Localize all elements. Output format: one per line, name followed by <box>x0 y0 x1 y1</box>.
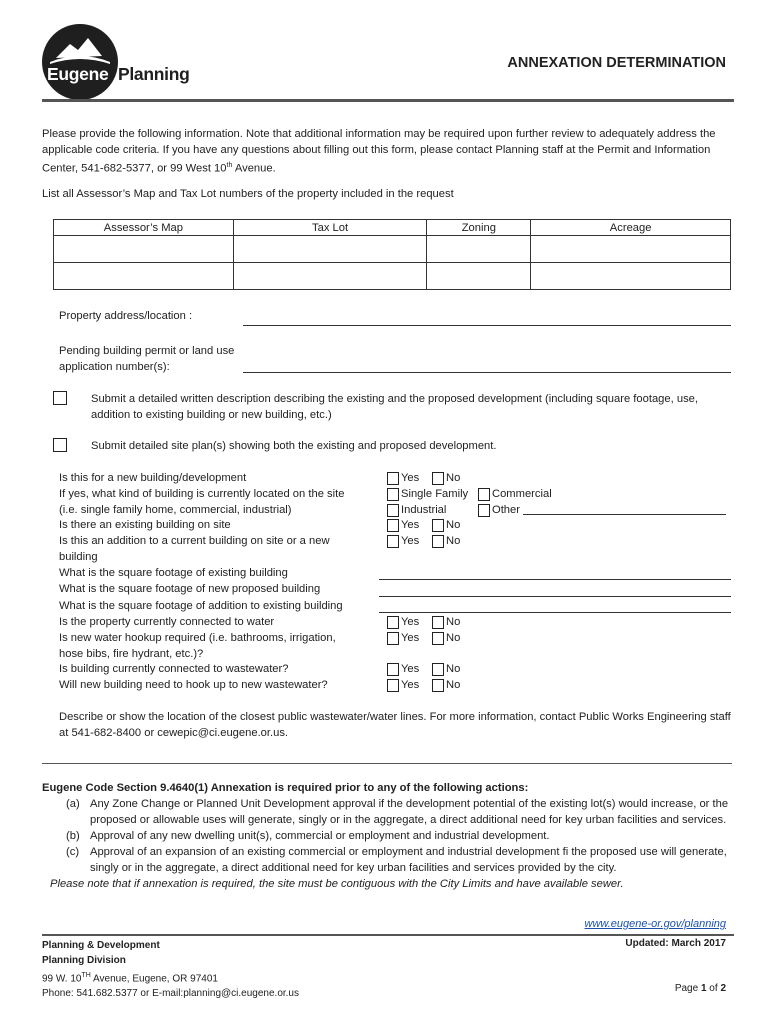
logo-text-planning: Planning <box>118 64 190 84</box>
question-building-type-hint: (i.e. single family home, commercial, industrial) <box>59 504 292 516</box>
footer-address <box>42 968 299 986</box>
table-cell-input[interactable] <box>427 263 531 290</box>
intro-text: Please provide the following information. Note that additional information may be required upon further review to adequately address the applicable code criteria. If you have any questions about filling out this form, please contact Planning staff at the Permit and Information Center, 541-682-5377, or 99 West 10 <box>42 128 716 175</box>
table-cell-input[interactable] <box>233 236 427 263</box>
water-connected-yes-checkbox[interactable] <box>387 616 399 629</box>
option-yes: Yes <box>401 535 420 547</box>
planning-website-link[interactable]: www.eugene-or.gov/planning <box>584 918 726 930</box>
footer-address-sup: TH <box>81 972 91 979</box>
question-wastewater-hookup: Will new building need to hook up to new wastewater? <box>59 679 328 691</box>
list-item-text: Approval of an expansion of an existing commercial or employment and industrial development fi the proposed use will generate, singly or in the aggregate, a direct additional need for key urban facilities and services provided by the city. <box>90 846 727 874</box>
sqft-addition-field[interactable] <box>379 612 731 613</box>
footer-dept: Planning & Development <box>42 940 160 951</box>
option-no: No <box>446 679 461 691</box>
other-checkbox[interactable] <box>478 504 490 517</box>
intro-paragraph <box>42 126 732 177</box>
question-sqft-new: What is the square footage of new proposed building <box>59 583 321 595</box>
water-hookup-no-checkbox[interactable] <box>432 632 444 645</box>
describe-lines-text: Describe or show the location of the closest public wastewater/water lines. For more information, contact Public Works Engineering staff at 541-682-8400 or cewepic@ci.eugene.or.us. <box>59 711 731 739</box>
commercial-checkbox[interactable] <box>478 488 490 501</box>
col-assessors-map: Assessor’s Map <box>54 220 234 236</box>
table-row <box>54 236 731 263</box>
site-plan-label: Submit detailed site plan(s) showing both the existing and proposed development. <box>91 440 497 452</box>
question-wastewater-connected: Is building currently connected to wastewater? <box>59 663 289 675</box>
option-no: No <box>446 616 461 628</box>
table-cell-input[interactable] <box>427 236 531 263</box>
existing-building-yes-checkbox[interactable] <box>387 519 399 532</box>
page-number <box>675 983 726 994</box>
footer-address-text: 99 W. 10 <box>42 973 82 985</box>
option-yes: Yes <box>401 679 420 691</box>
table-cell-input[interactable] <box>531 236 731 263</box>
question-addition-cont: building <box>59 551 98 563</box>
water-connected-no-checkbox[interactable] <box>432 616 444 629</box>
new-building-no-checkbox[interactable] <box>432 472 444 485</box>
list-item-label: (a) <box>66 798 80 810</box>
site-plan-checkbox[interactable] <box>53 438 67 452</box>
list-item <box>42 796 742 828</box>
list-item-text: Approval of any new dwelling unit(s), commercial or employment and industrial development. <box>90 830 550 842</box>
addition-no-checkbox[interactable] <box>432 535 444 548</box>
option-no: No <box>446 535 461 547</box>
table-cell-input[interactable] <box>531 263 731 290</box>
page-current: 1 <box>700 983 707 994</box>
question-building-type: If yes, what kind of building is currently located on the site <box>59 488 345 500</box>
table-cell-input[interactable] <box>233 263 427 290</box>
list-item-text: Any Zone Change or Planned Unit Development approval if the development potential of the existing lot(s) would increase, or the proposed or allowable uses will generate, singly or in the aggregate, a direct additional need for key urban facilities and services. <box>90 798 729 826</box>
page-total: 2 <box>720 983 726 994</box>
pending-permit-field[interactable] <box>243 372 731 373</box>
option-yes: Yes <box>401 632 420 644</box>
table-cell-input[interactable] <box>54 263 234 290</box>
new-building-yes-checkbox[interactable] <box>387 472 399 485</box>
list-item <box>42 844 742 876</box>
footer-divider <box>42 934 734 936</box>
map-list-label: List all Assessor’s Map and Tax Lot numbers of the property included in the request <box>42 188 454 200</box>
property-address-label: Property address/location : <box>59 310 193 322</box>
updated-date: Updated: March 2017 <box>625 938 726 949</box>
other-field[interactable] <box>523 514 726 515</box>
footer-phone: Phone: 541.682.5377 or E-mail:planning@ci.eugene.or.us <box>42 988 299 1000</box>
question-sqft-addition: What is the square footage of addition to existing building <box>59 600 343 612</box>
col-tax-lot: Tax Lot <box>233 220 427 236</box>
list-item <box>42 828 742 844</box>
option-commercial: Commercial <box>492 488 552 500</box>
option-no: No <box>446 663 461 675</box>
existing-building-no-checkbox[interactable] <box>432 519 444 532</box>
water-hookup-yes-checkbox[interactable] <box>387 632 399 645</box>
map-taxlot-table <box>53 219 731 290</box>
table-row <box>54 263 731 290</box>
list-item-label: (b) <box>66 830 80 842</box>
code-section <box>42 780 742 892</box>
logo-text-eugene: Eugene <box>47 64 109 84</box>
wastewater-hookup-no-checkbox[interactable] <box>432 679 444 692</box>
wastewater-connected-no-checkbox[interactable] <box>432 663 444 676</box>
page-label: Page <box>674 983 701 994</box>
header-divider <box>42 99 734 102</box>
mountain-icon <box>42 24 118 100</box>
wastewater-connected-yes-checkbox[interactable] <box>387 663 399 676</box>
option-yes: Yes <box>401 616 420 628</box>
option-single-family: Single Family <box>401 488 469 500</box>
intro-sup: th <box>226 162 233 169</box>
question-water-hookup: Is new water hookup required (i.e. bathrooms, irrigation, <box>59 632 336 644</box>
option-yes: Yes <box>401 519 420 531</box>
eugene-planning-logo <box>42 24 118 100</box>
footer-contact <box>42 938 299 1001</box>
table-cell-input[interactable] <box>54 236 234 263</box>
option-no: No <box>446 519 461 531</box>
option-yes: Yes <box>401 472 420 484</box>
option-other: Other <box>492 504 520 516</box>
sqft-new-field[interactable] <box>379 596 731 597</box>
property-address-field[interactable] <box>243 325 731 326</box>
col-acreage: Acreage <box>531 220 731 236</box>
footer-address-end: Avenue, Eugene, OR 97401 <box>90 973 218 985</box>
code-note: Please note that if annexation is required, the site must be contiguous with the City Limits and have available sewer. <box>50 878 624 890</box>
code-heading: Eugene Code Section 9.4640(1) Annexation is required prior to any of the following actions: <box>42 782 529 794</box>
intro-text-end: Avenue. <box>232 162 276 175</box>
pending-permit-label: Pending building permit or land use application number(s): <box>59 345 235 373</box>
question-new-building: Is this for a new building/development <box>59 472 247 484</box>
section-divider <box>42 763 732 764</box>
page-title: ANNEXATION DETERMINATION <box>507 55 726 71</box>
question-water-connected: Is the property currently connected to water <box>59 616 275 628</box>
option-no: No <box>446 632 461 644</box>
footer-division: Planning Division <box>42 955 126 966</box>
question-addition: Is this an addition to a current building on site or a new <box>59 535 330 547</box>
option-no: No <box>446 472 461 484</box>
single-family-checkbox[interactable] <box>387 488 399 501</box>
col-zoning: Zoning <box>427 220 531 236</box>
wastewater-hookup-yes-checkbox[interactable] <box>387 679 399 692</box>
sqft-existing-field[interactable] <box>379 579 731 580</box>
industrial-checkbox[interactable] <box>387 504 399 517</box>
written-description-label: Submit a detailed written description describing the existing and the proposed development (including square footage, use, addition to existing building or new building, etc.) <box>91 393 698 421</box>
list-item-label: (c) <box>66 846 80 858</box>
question-water-hookup-cont: hose bibs, fire hydrant, etc.)? <box>59 648 204 660</box>
question-sqft-existing: What is the square footage of existing building <box>59 567 288 579</box>
addition-yes-checkbox[interactable] <box>387 535 399 548</box>
page-of: of <box>706 983 721 994</box>
written-description-checkbox[interactable] <box>53 391 67 405</box>
option-industrial: Industrial <box>401 504 447 516</box>
option-yes: Yes <box>401 663 420 675</box>
question-existing-building: Is there an existing building on site <box>59 519 231 531</box>
